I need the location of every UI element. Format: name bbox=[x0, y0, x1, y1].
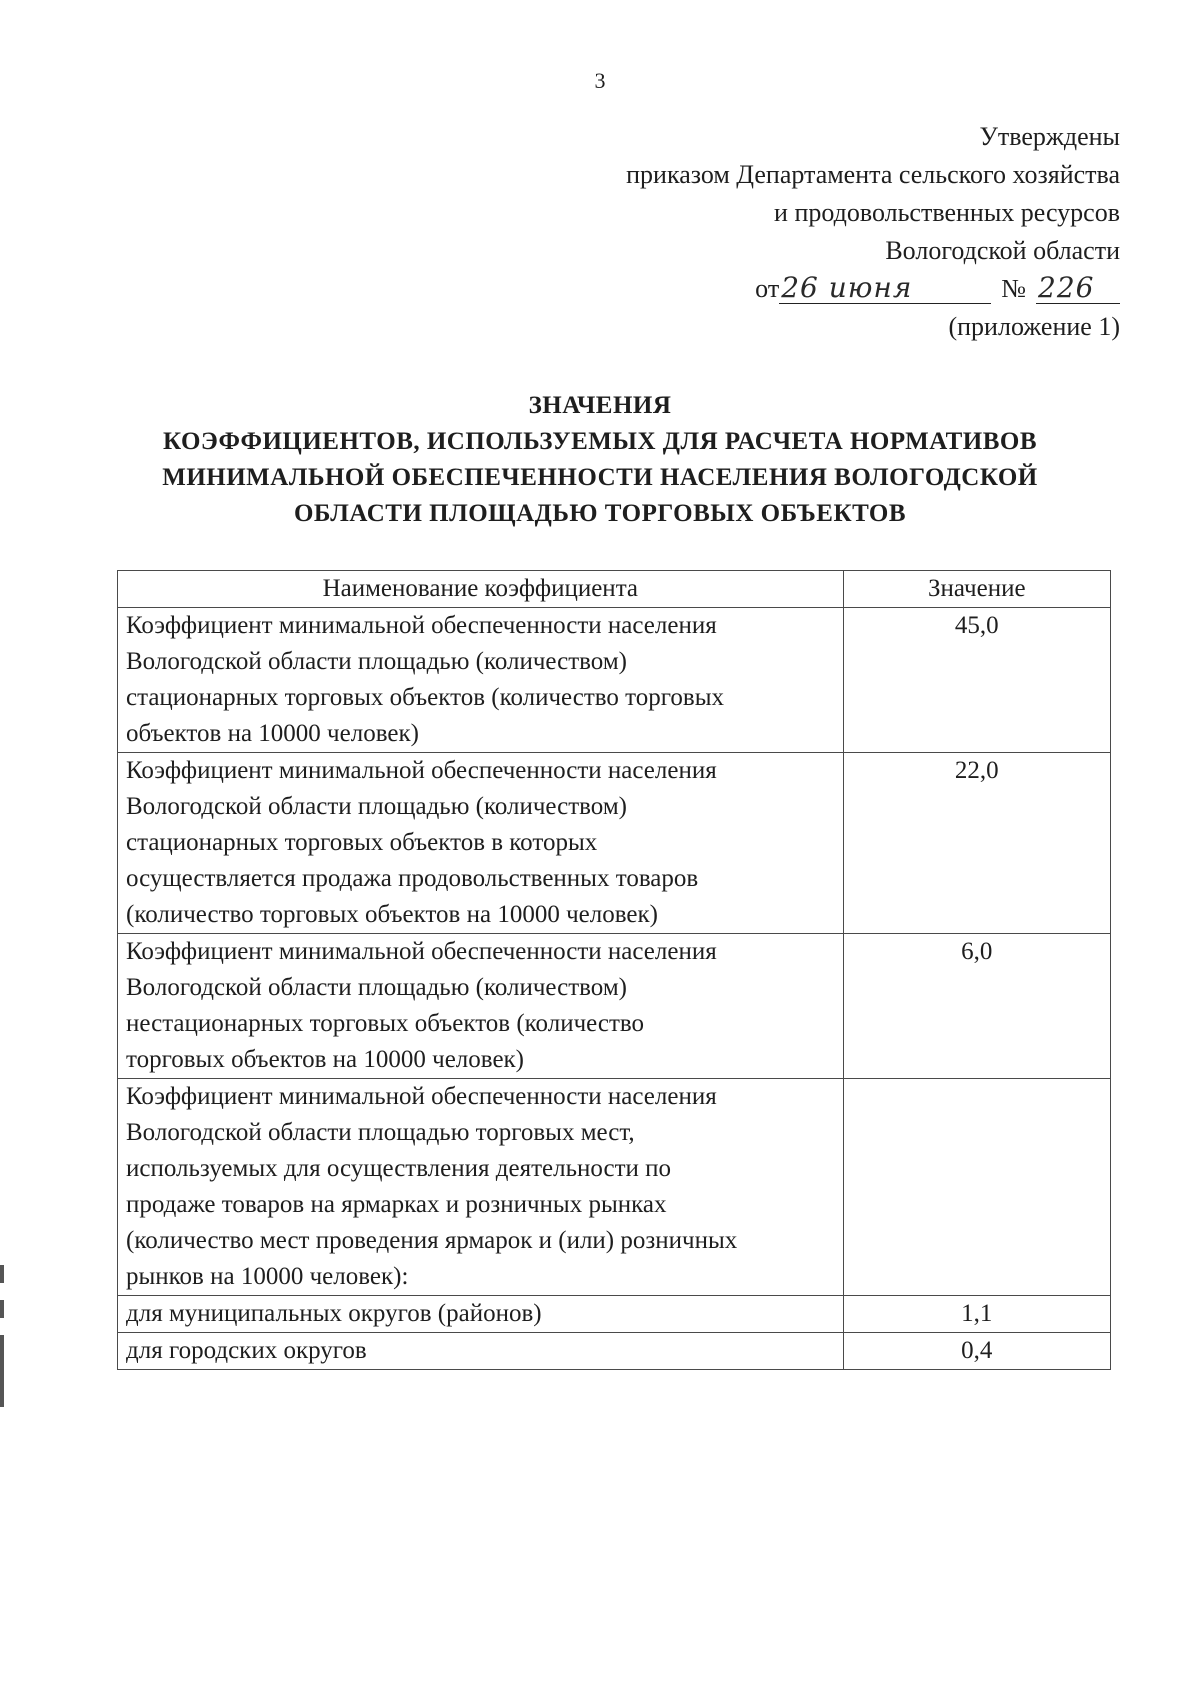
approval-order-line: приказом Департамента сельского хозяйства bbox=[626, 160, 1120, 189]
coefficient-name-line: нестационарных торговых объектов (количество bbox=[126, 1010, 645, 1037]
coefficient-name-line: осуществляется продажа продовольственных товаров bbox=[126, 865, 699, 892]
table-body bbox=[118, 608, 1111, 1370]
approval-stamp-block bbox=[500, 118, 1120, 346]
coefficient-value-cell: 1,1 bbox=[843, 1296, 1110, 1333]
date-prefix: от bbox=[755, 274, 780, 303]
handwritten-date: 26 июня bbox=[779, 273, 991, 304]
coefficient-value-cell bbox=[843, 1079, 1110, 1296]
scan-margin-mark bbox=[0, 1265, 4, 1283]
header-value: Значение bbox=[843, 571, 1110, 608]
approval-region-line: Вологодской области bbox=[885, 236, 1120, 265]
table-row bbox=[118, 753, 1111, 934]
title-line-4: ОБЛАСТИ ПЛОЩАДЬЮ ТОРГОВЫХ ОБЪЕКТОВ bbox=[293, 500, 907, 527]
table-row bbox=[118, 1296, 1111, 1333]
coefficient-name-line: Коэффициент минимальной обеспеченности населения bbox=[126, 757, 717, 784]
appendix-label: (приложение 1) bbox=[948, 312, 1120, 341]
title-line-3: МИНИМАЛЬНОЙ ОБЕСПЕЧЕННОСТИ НАСЕЛЕНИЯ ВОЛОГОДСКОЙ bbox=[162, 464, 1038, 491]
coefficient-name-cell bbox=[118, 1079, 844, 1296]
coefficients-table bbox=[117, 570, 1111, 1370]
coefficient-name-line: (количество мест проведения ярмарок и (или) розничных bbox=[126, 1227, 738, 1254]
coefficient-value-cell: 22,0 bbox=[843, 753, 1110, 934]
coefficient-name-line: для городских округов bbox=[126, 1337, 367, 1364]
header-coefficient-name: Наименование коэффициента bbox=[118, 571, 844, 608]
coefficient-name-cell bbox=[118, 608, 844, 753]
table-row bbox=[118, 1079, 1111, 1296]
coefficient-name-line: Вологодской области площадью (количеством) bbox=[126, 648, 627, 675]
title-line-1: ЗНАЧЕНИЯ bbox=[528, 392, 672, 419]
coefficient-name-line: продаже товаров на ярмарках и розничных рынках bbox=[126, 1191, 667, 1218]
table-row bbox=[118, 934, 1111, 1079]
number-prefix: № bbox=[1001, 274, 1026, 303]
page-number: 3 bbox=[594, 68, 606, 93]
coefficient-value-cell: 0,4 bbox=[843, 1333, 1110, 1370]
coefficient-value-cell: 45,0 bbox=[843, 608, 1110, 753]
coefficient-name-line: рынков на 10000 человек): bbox=[126, 1263, 409, 1290]
coefficient-name-line: для муниципальных округов (районов) bbox=[126, 1300, 542, 1327]
table-row bbox=[118, 608, 1111, 753]
coefficient-name-cell bbox=[118, 1296, 844, 1333]
coefficient-name-line: Коэффициент минимальной обеспеченности населения bbox=[126, 938, 717, 965]
scan-margin-mark bbox=[0, 1335, 4, 1407]
scan-margin-mark bbox=[0, 1300, 4, 1318]
coefficient-name-line: используемых для осуществления деятельности по bbox=[126, 1155, 672, 1182]
table-row bbox=[118, 1333, 1111, 1370]
approval-department-line: и продовольственных ресурсов bbox=[774, 198, 1120, 227]
handwritten-number: 226 bbox=[1036, 273, 1120, 304]
coefficient-name-cell bbox=[118, 934, 844, 1079]
coefficient-name-line: Коэффициент минимальной обеспеченности населения bbox=[126, 612, 717, 639]
coefficient-value-cell: 6,0 bbox=[843, 934, 1110, 1079]
approval-date-number-line bbox=[500, 270, 1120, 308]
coefficient-name-line: Вологодской области площадью (количеством) bbox=[126, 974, 627, 1001]
coefficient-name-cell bbox=[118, 1333, 844, 1370]
table-header-row bbox=[118, 571, 1111, 608]
coefficient-name-line: Вологодской области площадью торговых мест, bbox=[126, 1119, 635, 1146]
coefficient-name-cell bbox=[118, 753, 844, 934]
coefficient-name-line: торговых объектов на 10000 человек) bbox=[126, 1046, 525, 1073]
coefficient-name-line: Коэффициент минимальной обеспеченности населения bbox=[126, 1083, 717, 1110]
coefficient-name-line: Вологодской области площадью (количеством) bbox=[126, 793, 627, 820]
coefficient-name-line: (количество торговых объектов на 10000 человек) bbox=[126, 901, 658, 928]
title-line-2: КОЭФФИЦИЕНТОВ, ИСПОЛЬЗУЕМЫХ ДЛЯ РАСЧЕТА НОРМАТИВОВ bbox=[162, 428, 1038, 455]
coefficient-name-line: стационарных торговых объектов (количество торговых bbox=[126, 684, 724, 711]
coefficient-name-line: объектов на 10000 человек) bbox=[126, 720, 419, 747]
coefficient-name-line: стационарных торговых объектов в которых bbox=[126, 829, 598, 856]
approval-heading: Утверждены bbox=[979, 122, 1120, 151]
document-title bbox=[100, 388, 1100, 532]
